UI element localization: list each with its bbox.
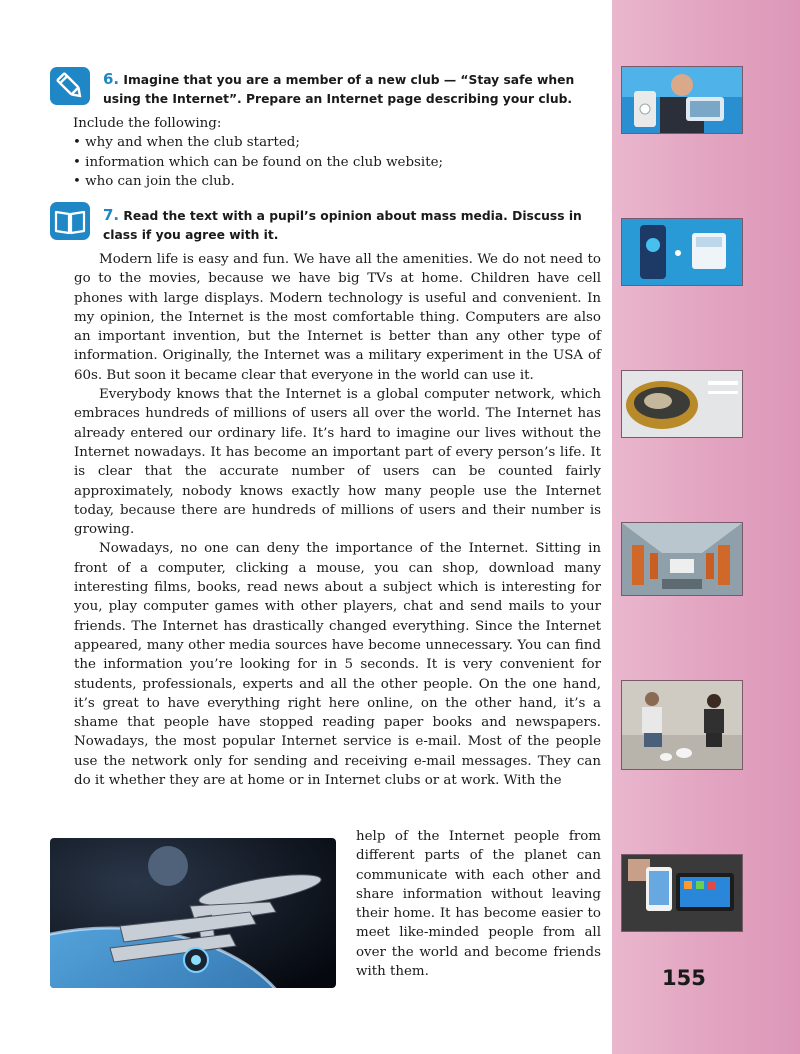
photo-devices: [621, 218, 743, 286]
list-item: • why and when the club started;: [73, 133, 603, 152]
article-tail-paragraph: help of the Internet people from different parts of the planet can communicate with each other and share information without leaving their home. It has become easier to meet like-minded people from all over the world and become friends with them.: [356, 829, 601, 980]
photo-smartphone-tablet: [621, 854, 743, 932]
article-paragraph: Everybody knows that the Internet is a global computer network, which embraces hundreds of millions of users all over the world. The Internet has already entered our ordinary life. It’s hard to imagine our lives without the Internet nowadays. It has become an important part of every person’s life. It is clear that the accurate number of users can be counted fairly approximately, nobody knows exactly how many people use the Internet today, because there are hundreds of millions of users and their number is growing.: [74, 387, 601, 538]
photo-spaceship: [50, 838, 336, 988]
photo-man-with-phone: [621, 66, 743, 134]
task-7-number: 7.: [103, 206, 120, 224]
pencil-icon: [50, 67, 90, 105]
task-6-instruction: Imagine that you are a member of a new club — “Stay safe when using the Internet”. Prepare an Internet page describing your club.: [103, 73, 575, 106]
article-paragraph: Nowadays, no one can deny the importance of the Internet. Sitting in front of a computer, clicking a mouse, you can shop, download many interesting films, books, read news about a subject which is interesting for you, play computer games with other players, chat and send mails to your friends. The Internet has drastically changed everything. Since the Internet appeared, many other media sources have become unnecessary. You can find the information you’re looking for in 5 seconds. It is very convenient for students, professionals, experts and all the other people. On the one hand, it’s great to have everything right here online, on the other hand, it’s a shame that people have stopped reading paper books and newspapers. Nowadays, the most popular Internet service is e-mail. Most of the people use the network only for sending and receiving e-mail messages. They can do it whether they are at home or in Internet clubs or at work. With the: [74, 541, 601, 789]
task-7-instruction: Read the text with a pupil’s opinion about mass media. Discuss in class if you agree with it.: [103, 209, 582, 242]
task-7-heading: [103, 206, 603, 245]
photo-futuristic-car: [621, 370, 743, 438]
include-intro: Include the following:: [73, 116, 222, 131]
list-item: • who can join the club.: [73, 172, 603, 191]
list-item: • information which can be found on the club website;: [73, 153, 603, 172]
photo-robot-assembly-line: [621, 522, 743, 596]
task-6-number: 6.: [103, 70, 120, 88]
article-tail-text: [356, 827, 601, 981]
page-number: 155: [662, 966, 706, 990]
task-6-include-list: [73, 114, 603, 191]
article-text: [74, 250, 601, 790]
article-paragraph: Modern life is easy and fun. We have all the amenities. We do not need to go to the movies, because we have big TVs at home. Children have cell phones with large displays. Modern technology is useful and convenient. In my opinion, the Internet is the most comfortable thing. Computers are also an important invention, but the Internet is better than any other type of information. Originally, the Internet was a military experiment in the USA of 60s. But soon it became clear that everyone in the world can use it.: [74, 252, 601, 383]
open-book-icon: [50, 202, 90, 240]
task-6-heading: [103, 70, 603, 109]
photo-people-with-robot-dogs: [621, 680, 743, 770]
